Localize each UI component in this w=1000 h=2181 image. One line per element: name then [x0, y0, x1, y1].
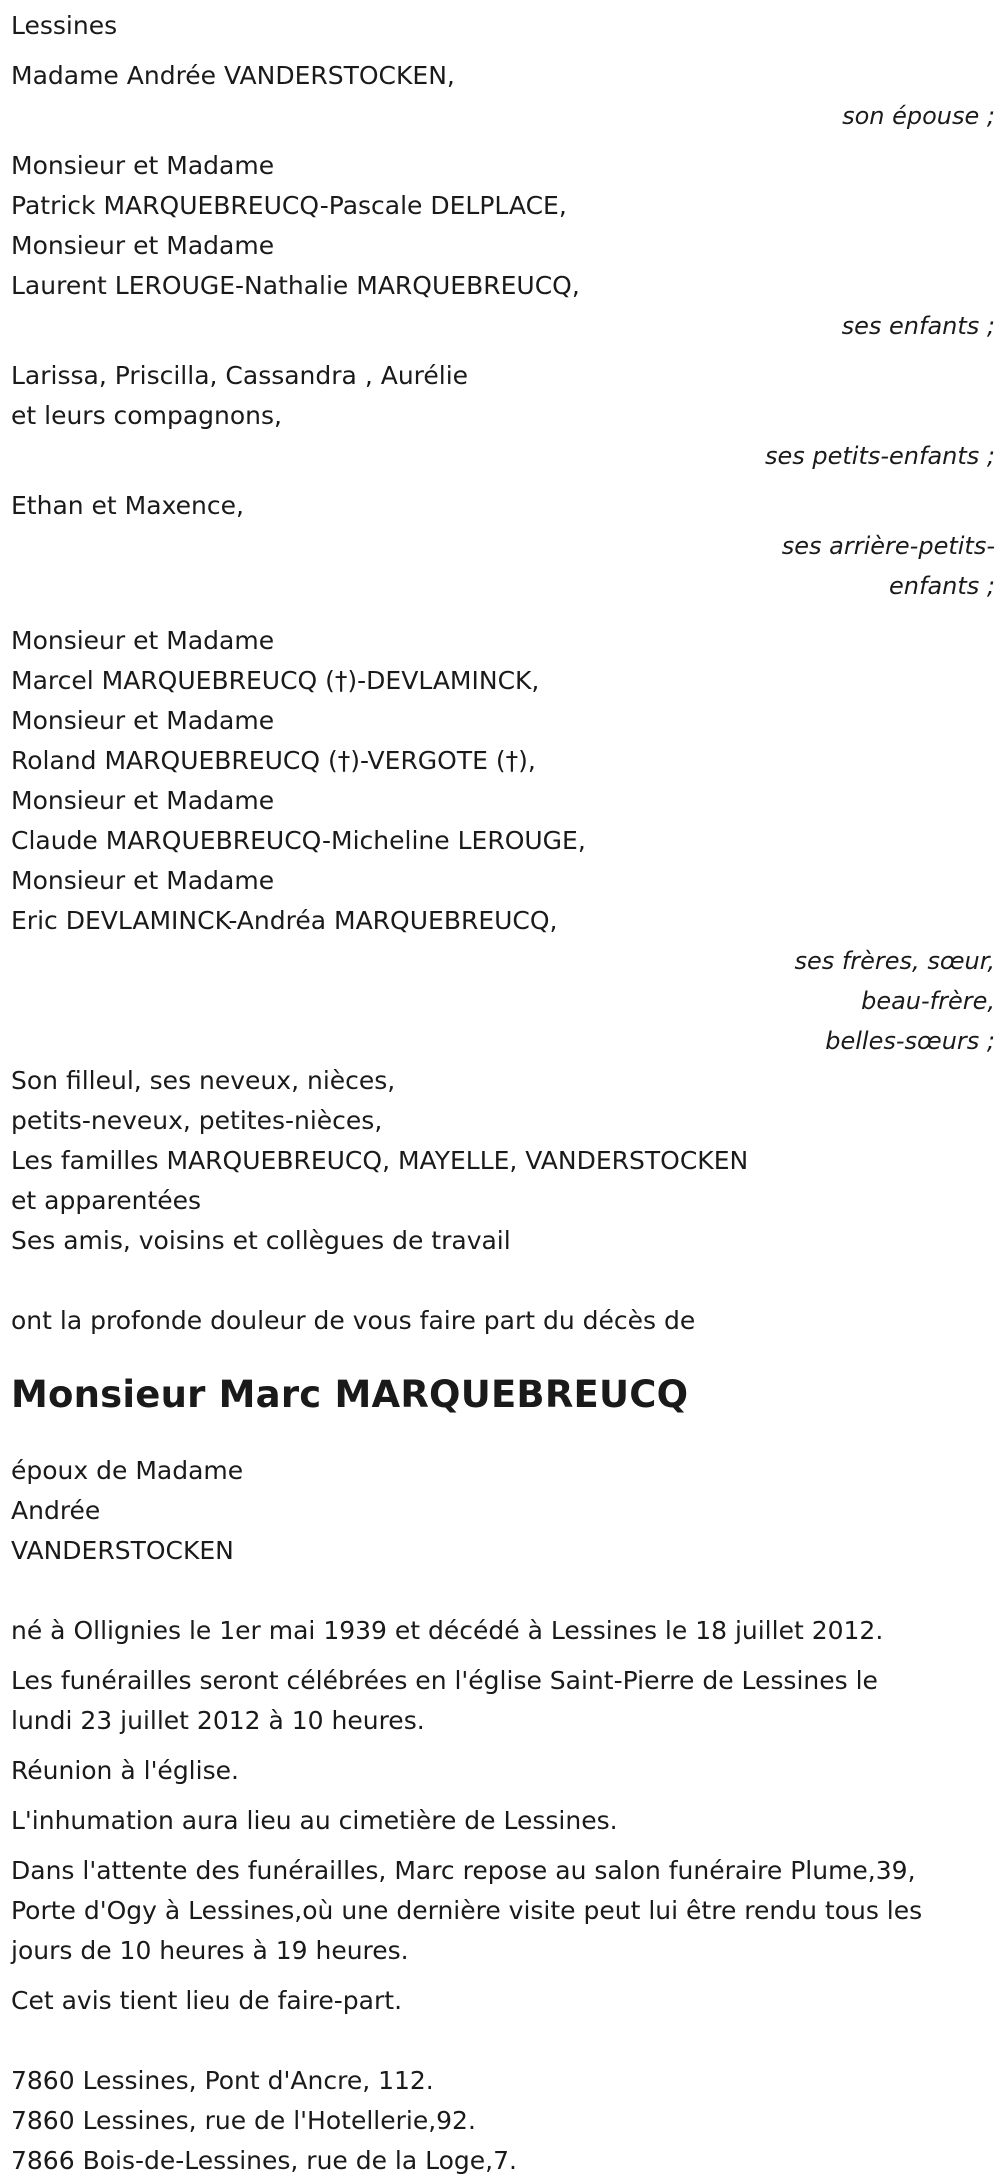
funeral-info [11, 1661, 1000, 1741]
address-line: 7866 Bois-de-Lessines, rue de la Loge,7. [11, 2146, 517, 2175]
spouse-line: Madame Andrée VANDERSTOCKEN, [11, 61, 455, 90]
spouse-relation: son épouse ; [842, 102, 995, 130]
obituary-page [0, 6, 1000, 2175]
others-group [11, 1061, 1000, 1261]
siblings-relation: ses frères, sœur, [794, 947, 995, 975]
husband-of-line: époux de Madame [11, 1456, 244, 1485]
others-line: petits-neveux, petites-nièces, [11, 1106, 383, 1135]
funeral-line: lundi 23 juillet 2012 à 10 heures. [11, 1706, 425, 1735]
visitation-line: Dans l'attente des funérailles, Marc repose au salon funéraire Plume,39, [11, 1856, 916, 1885]
meeting: Réunion à l'église. [11, 1756, 239, 1785]
burial: L'inhumation aura lieu au cimetière de Lessines. [11, 1806, 618, 1835]
grandchildren-relation: ses petits-enfants ; [764, 442, 995, 470]
visitation-line: jours de 10 heures à 19 heures. [11, 1936, 409, 1965]
siblings-line: Marcel MARQUEBREUCQ (†)-DEVLAMINCK, [11, 666, 540, 695]
others-line: Son filleul, ses neveux, nièces, [11, 1066, 396, 1095]
deceased-name: Monsieur Marc MARQUEBREUCQ [11, 1373, 689, 1416]
husband-of-line: VANDERSTOCKEN [11, 1536, 234, 1565]
siblings-line: Eric DEVLAMINCK-Andréa MARQUEBREUCQ, [11, 906, 558, 935]
husband-of-line: Andrée [11, 1496, 101, 1525]
siblings-line: Roland MARQUEBREUCQ (†)-VERGOTE (†), [11, 746, 536, 775]
children-line: Monsieur et Madame [11, 151, 275, 180]
address-line: 7860 Lessines, Pont d'Ancre, 112. [11, 2066, 434, 2095]
siblings-group [11, 621, 1000, 1061]
children-line: Laurent LEROUGE-Nathalie MARQUEBREUCQ, [11, 271, 580, 300]
siblings-line: Monsieur et Madame [11, 866, 275, 895]
town: Lessines [11, 11, 118, 40]
announcement: ont la profonde douleur de vous faire part du décès de [11, 1306, 696, 1335]
others-line: Les familles MARQUEBREUCQ, MAYELLE, VANDERSTOCKEN [11, 1146, 749, 1175]
grandchildren-group [11, 356, 1000, 476]
spouse-group [11, 56, 1000, 136]
visitation-line: Porte d'Ogy à Lessines,où une dernière visite peut lui être rendu tous les [11, 1896, 923, 1925]
siblings-line: Monsieur et Madame [11, 786, 275, 815]
children-relation: ses enfants ; [841, 312, 995, 340]
great-grandchildren-group [11, 486, 1000, 606]
grandchildren-line: et leurs compagnons, [11, 401, 282, 430]
siblings-line: Claude MARQUEBREUCQ-Micheline LEROUGE, [11, 826, 586, 855]
husband-of [11, 1451, 1000, 1571]
great-grandchildren-line: Ethan et Maxence, [11, 491, 244, 520]
visitation-info [11, 1851, 1000, 1971]
great-grandchildren-relation: ses arrière-petits- [781, 532, 995, 560]
addresses [11, 2061, 1000, 2181]
funeral-line: Les funérailles seront célébrées en l'église Saint-Pierre de Lessines le [11, 1666, 878, 1695]
children-group [11, 146, 1000, 346]
birth-death: né à Ollignies le 1er mai 1939 et décédé à Lessines le 18 juillet 2012. [11, 1616, 884, 1645]
address-line: 7860 Lessines, rue de l'Hotellerie,92. [11, 2106, 476, 2135]
siblings-relation: belles-sœurs ; [825, 1027, 995, 1055]
grandchildren-line: Larissa, Priscilla, Cassandra , Aurélie [11, 361, 469, 390]
siblings-line: Monsieur et Madame [11, 706, 275, 735]
siblings-line: Monsieur et Madame [11, 626, 275, 655]
others-line: Ses amis, voisins et collègues de travail [11, 1226, 511, 1255]
siblings-relation: beau-frère, [861, 987, 995, 1015]
notice: Cet avis tient lieu de faire-part. [11, 1986, 403, 2015]
great-grandchildren-relation: enfants ; [889, 572, 995, 600]
children-line: Patrick MARQUEBREUCQ-Pascale DELPLACE, [11, 191, 567, 220]
others-line: et apparentées [11, 1186, 202, 1215]
children-line: Monsieur et Madame [11, 231, 275, 260]
